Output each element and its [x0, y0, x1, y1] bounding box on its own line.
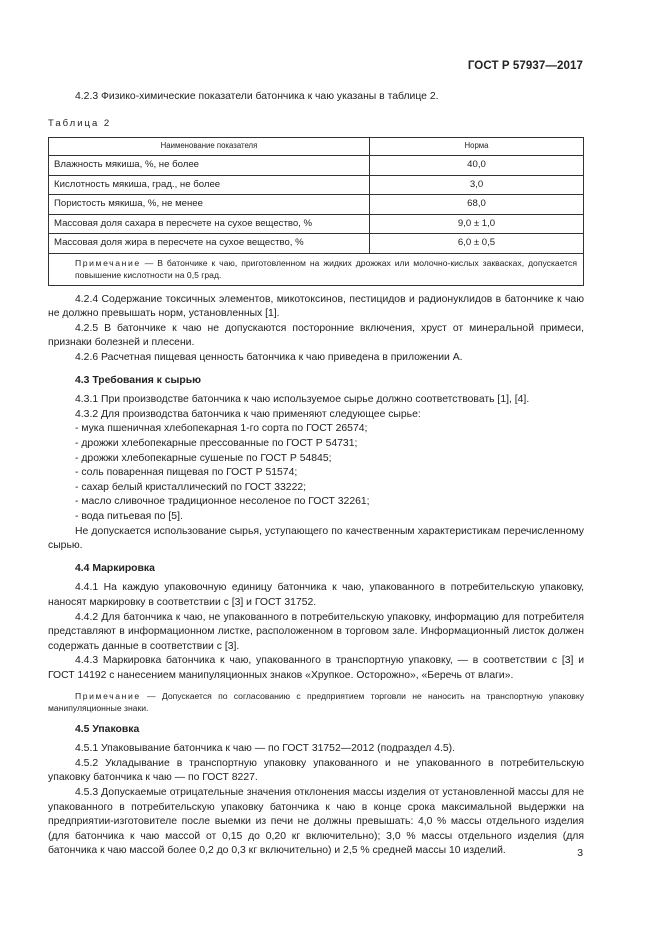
list-item: - дрожжи хлебопекарные сушеные по ГОСТ Р 54845; — [75, 452, 332, 464]
list-item: - сахар белый кристаллический по ГОСТ 33222; — [75, 481, 307, 493]
document-body — [48, 90, 584, 859]
paragraph-4-5-3: 4.5.3 Допускаемые отрицательные значения отклонения массы изделия от установленной массы для не упакованного в потребительскую упаковку батончика к чаю в конце срока максимальной выдержки на предприятии-изготовителе после выемки из печи не должны превышать: 4,0 % массы отдельного изделия (для батончика к чаю массой от 0,15 до 0,20 кг включительно); 3,0 % массы отдельного изделия (для батончика к чаю массой более 0,2 до 0,3 кг включительно) и 2,5 % средней массы 10 изделий. — [48, 786, 584, 857]
table-cell-indicator: Пористость мякиша, %, не менее — [49, 195, 370, 215]
table-header-row — [49, 138, 584, 156]
paragraph-4-3-restriction: Не допускается использование сырья, уступающего по качественным характеристикам перечисленному сырью. — [48, 525, 584, 552]
table-row — [49, 175, 584, 195]
table-cell-indicator: Влажность мякиша, %, не более — [49, 156, 370, 176]
paragraph-4-2-6: 4.2.6 Расчетная пищевая ценность батончика к чаю приведена в приложении А. — [75, 352, 463, 364]
table-header-indicator: Наименование показателя — [49, 138, 370, 156]
note-text: — Допускается по согласованию с предприятием торговли не наносить на транспортную упаковку манипуляционные знаки. — [48, 690, 585, 714]
note-label: Примечание — [75, 690, 141, 701]
list-item: - соль поваренная пищевая по ГОСТ Р 51574; — [75, 467, 298, 479]
table-cell-indicator: Массовая доля сахара в пересчете на сухое вещество, % — [49, 214, 370, 234]
table-note-text: — В батончике к чаю, приготовленном на жидких дрожжах или молочно-кислых заквасках, допускается повышение кислотности на 0,5 град. — [75, 257, 577, 281]
table-row — [49, 234, 584, 254]
table-2 — [48, 137, 584, 286]
table-row — [49, 156, 584, 176]
table-note-row — [49, 253, 584, 285]
paragraph-4-4-2: 4.4.2 Для батончика к чаю, не упакованного в потребительскую упаковку, информацию для потребителя представляют в информационном листке, расположенном в торговом зале. Информационный листок должен содержать данные в соответствии с [3]. — [48, 611, 584, 652]
table-cell-norm: 6,0 ± 0,5 — [370, 234, 584, 254]
table-caption: Таблица 2 — [48, 117, 112, 129]
table-cell-indicator: Кислотность мякиша, град., не более — [49, 175, 370, 195]
paragraph-4-5-2: 4.5.2 Укладывание в транспортную упаковку упакованного и не упакованного в потребительскую упаковку батончика к чаю — по ГОСТ 8227. — [48, 757, 584, 784]
table-cell-norm: 9,0 ± 1,0 — [370, 214, 584, 234]
section-4-5-title: 4.5 Упаковка — [75, 723, 140, 735]
paragraph-4-2-4: 4.2.4 Содержание токсичных элементов, микотоксинов, пестицидов и радионуклидов в батончике к чаю не должно превышать норм, установленных [1]. — [48, 293, 584, 320]
paragraph-4-2-5: 4.2.5 В батончике к чаю не допускаются посторонние включения, хруст от минеральной примеси, признаки болезней и плесени. — [48, 322, 584, 349]
paragraph-4-5-1: 4.5.1 Упаковывание батончика к чаю — по ГОСТ 31752—2012 (подраздел 4.5). — [75, 743, 456, 755]
section-4-3-title: 4.3 Требования к сырью — [75, 374, 202, 386]
list-item: - вода питьевая по [5]. — [75, 511, 183, 522]
table-note — [49, 253, 584, 285]
table-cell-norm: 40,0 — [370, 156, 584, 176]
table-cell-norm: 68,0 — [370, 195, 584, 215]
section-4-4-title: 4.4 Маркировка — [75, 562, 155, 574]
table-row — [49, 214, 584, 234]
paragraph-4-4-3: 4.4.3 Маркировка батончика к чаю, упакованного в транспортную упаковку, — в соответствии с [3] и ГОСТ 14192 с нанесением манипуляционных знаков «Хрупкое. Осторожно», «Беречь от влаги». — [48, 655, 584, 681]
table-cell-norm: 3,0 — [370, 175, 584, 195]
standard-designation: ГОСТ Р 57937—2017 — [467, 60, 583, 72]
table-header-norm: Норма — [370, 138, 584, 156]
list-item: - мука пшеничная хлебопекарная 1-го сорта по ГОСТ 26574; — [75, 423, 368, 435]
list-item: - дрожжи хлебопекарные прессованные по ГОСТ Р 54731; — [75, 438, 358, 450]
paragraph-4-3-1: 4.3.1 При производстве батончика к чаю используемое сырье должно соответствовать [1], [4]. — [75, 394, 530, 406]
section-4-4-note — [48, 690, 584, 715]
table-cell-indicator: Массовая доля жира в пересчете на сухое вещество, % — [49, 234, 370, 254]
table-note-label: Примечание — [75, 257, 141, 268]
paragraph-4-4-1: 4.4.1 На каждую упаковочную единицу батончика к чаю, упакованного в потребительскую упаковку, наносят маркировку в соответствии с [3] и ГОСТ 31752. — [48, 582, 584, 608]
table-row — [49, 195, 584, 215]
page-number: 3 — [577, 848, 583, 859]
list-item: - масло сливочное традиционное несоленое по ГОСТ 32261; — [75, 496, 370, 508]
paragraph-4-3-2: 4.3.2 Для производства батончика к чаю применяют следующее сырье: — [75, 408, 421, 420]
paragraph-4-2-3: 4.2.3 Физико-химические показатели батончика к чаю указаны в таблице 2. — [75, 91, 439, 102]
